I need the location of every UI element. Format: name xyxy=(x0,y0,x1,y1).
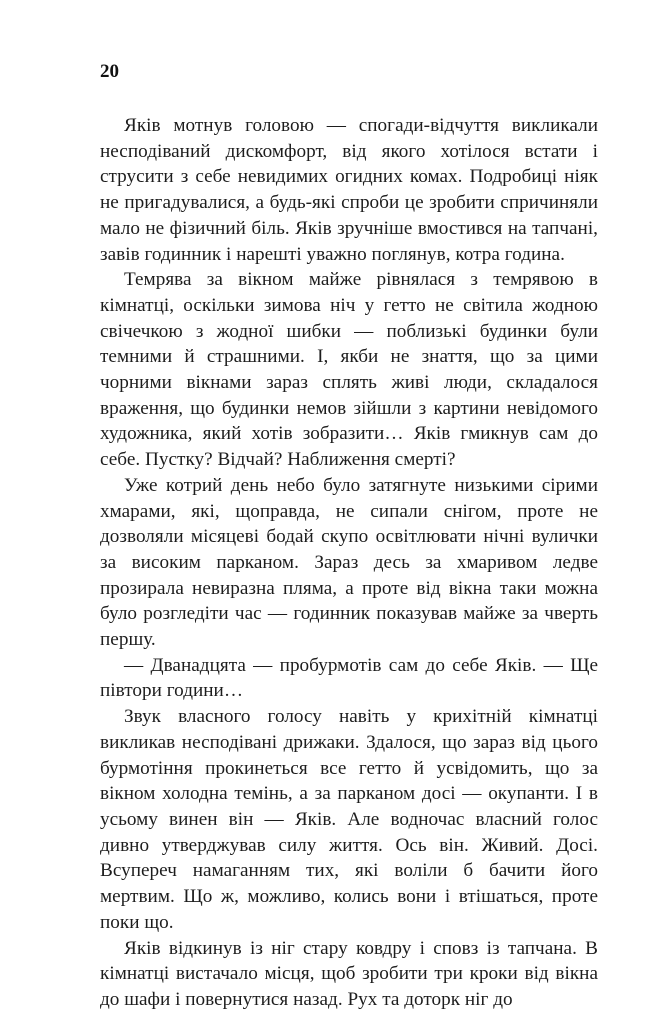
paragraph-5: Звук власного голосу навіть у крихітній кімнатці викликав несподівані дрижаки. Здалося, що зараз від цього бурмотіння прокинеться все гетто й усвідомить, що за вікном холодна темінь, а за парканом досі — окупанти. І в усьому винен він — Яків. Але водночас власний голос дивно утверджував силу життя. Ось він. Живий. Досі. Всупереч намаганням тих, які воліли б бачити його мертвим. Що ж, можливо, колись вони і втішаться, проте поки що. xyxy=(100,706,598,933)
paragraph-3: Уже котрий день небо було затягнуте низькими сірими хмарами, які, щоправда, не сипали снігом, проте не дозволяли місяцеві бодай скупо освітлювати нічні вулички за високим парканом. Зараз десь за хмаривом ледве прозирала невиразна пляма, а проте від вікна таки можна було розгледіти час — годинник показував майже за чверть першу. xyxy=(100,474,598,651)
paragraph-1: Яків мотнув головою — спогади-відчуття викликали несподіваний дискомфорт, від якого хотілося встати і струсити з себе невидимих огидних комах. Подробиці ніяк не пригадувалися, а будь-які спроби це зробити спричиняли мало не фізичний біль. Яків зручніше вмостився на тапчані, завів годинник і нарешті уважно поглянув, котра година. xyxy=(100,115,598,265)
book-page xyxy=(100,60,598,1013)
page-number: 20 xyxy=(100,61,119,82)
paragraph-dialogue: — Дванадцята — пробурмотів сам до себе Яків. — Ще півтори години… xyxy=(100,654,598,702)
body-text xyxy=(100,113,598,1013)
paragraph-2: Темрява за вікном майже рівнялася з темрявою в кімнатці, оскільки зимова ніч у гетто не світила жодною свічечкою з жодної шибки — поблизькі будинки були темними й страшними. І, якби не знаття, що за цими чорними вікнами зараз сплять живі люди, складалося враження, що будинки немов зійшли з картини невідомого художника, який хотів зобразити… Яків гмикнув сам до себе. Пустку? Відчай? Наближення смерті? xyxy=(100,269,598,471)
paragraph-6: Яків відкинув із ніг стару ковдру і сповз із тапчана. В кімнатці вистачало місця, щоб зробити три кроки від вікна до шафи і повернутися назад. Рух та доторк ніг до xyxy=(100,937,598,1010)
